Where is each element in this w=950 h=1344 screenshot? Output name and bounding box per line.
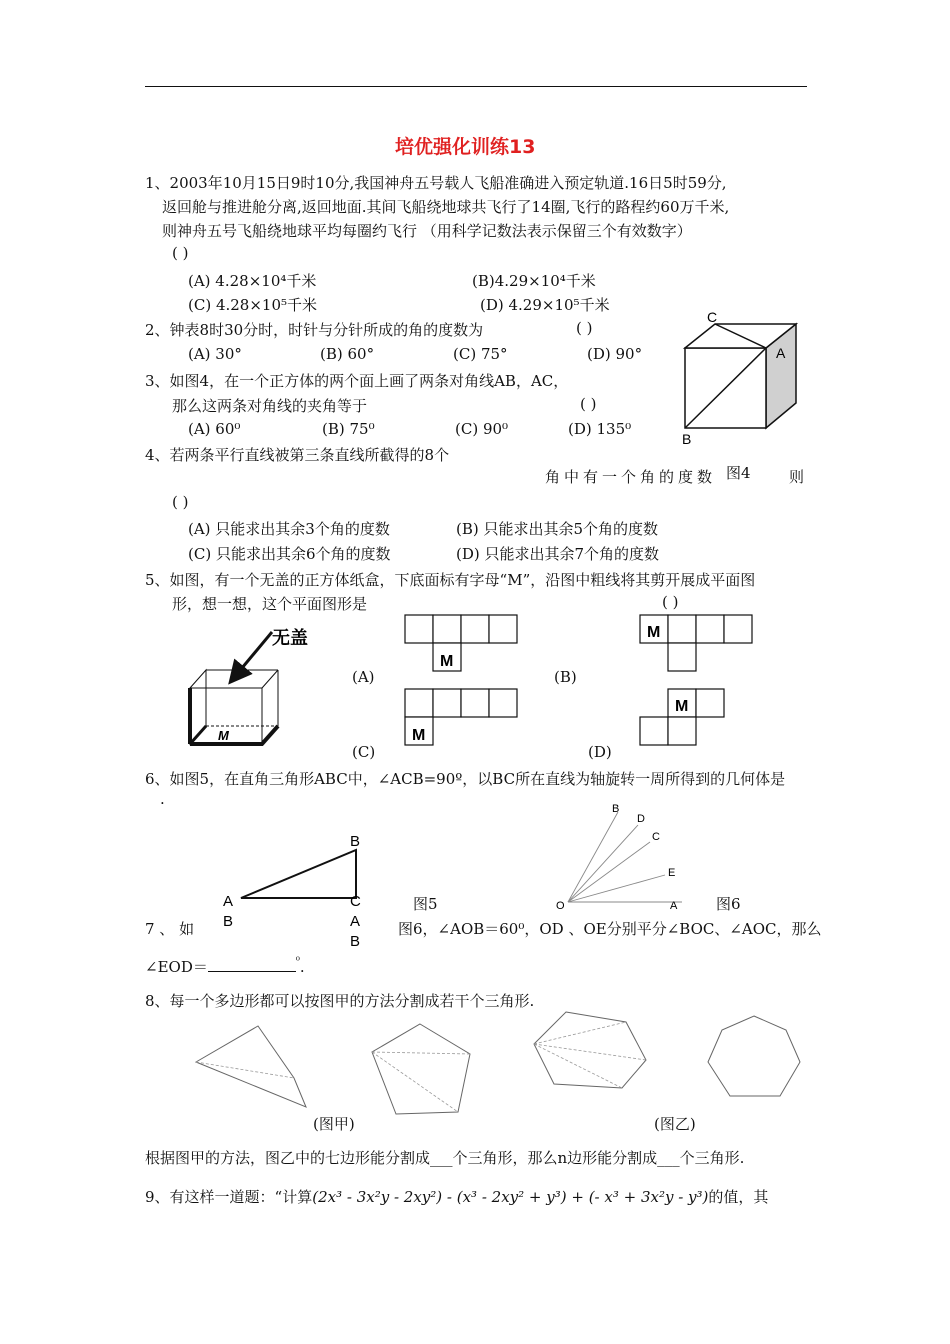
fig5-stray-a: A [350,913,361,930]
net-d-letter: M [675,698,689,715]
q1-line3: 则神舟五号飞船绕地球平均每圈约飞行 （用科学记数法表示保留三个有效数字） [162,222,692,240]
net-option-b [639,614,755,674]
q4-option-d: (D) 只能求出其余7个角的度数 [456,545,660,563]
fig6-label-a: A [670,900,678,912]
fig5-label-a: A [223,893,234,910]
figure-yi-heptagon [704,1012,804,1104]
fig5-label-b: B [350,833,361,850]
q4-option-c: (C) 只能求出其余6个角的度数 [188,545,391,563]
q5-line1: 5、如图，有一个无盖的正方体纸盒，下底面标有字母“M”，沿图中粗线将其剪开展成平面图 [145,571,756,589]
q3-option-c: (C) 90⁰ [455,420,509,438]
caption-yi: (图乙) [654,1115,696,1133]
q9-start: 9、有这样一道题：“计算 [145,1188,313,1206]
fig6-label-o: O [556,900,565,912]
q2-option-d: (D) 90° [587,345,643,363]
q7-answer-blank[interactable] [208,957,296,972]
q3-option-b: (B) 75⁰ [322,420,375,438]
q3-line2: 那么这两条对角线的夹角等于 [172,397,368,415]
fig4-label-b: B [682,431,692,447]
q2-stem: 2、钟表8时30分时，时针与分针所成的角的度数为 [145,321,484,339]
q4-line1: 4、若两条平行直线被第三条直线所截得的8个 [145,446,450,464]
q1-line1: 1、2003年10月15日9时10分,我国神舟五号载人飞船准确进入预定轨道.16日5时59分, [145,174,727,192]
figure-jia-quadrilateral [190,1022,320,1112]
fig6-label-c: C [652,831,660,843]
q5-paren: ( ) [662,593,679,611]
q3-line1: 3、如图4，在一个正方体的两个面上画了两条对角线AB，AC， [145,372,569,390]
q6-line2: . [160,790,165,808]
open-box-figure [180,618,340,753]
q5-option-b-label: (B) [554,668,577,686]
fig6-label-d: D [637,813,645,825]
q2-option-b: (B) 60° [320,345,375,363]
q9-end: 的值，其 [708,1188,769,1206]
fig5-label-c: C [350,893,361,910]
q3-option-d: (D) 135⁰ [568,420,632,438]
q1-option-c: (C) 4.28×10⁵千米 [188,296,318,314]
q1-option-a: (A) 4.28×10⁴千米 [188,272,317,290]
q5-option-a-label: (A) [352,668,375,686]
box-label: 无盖 [272,628,308,648]
fig6-label-e: E [668,867,676,879]
fig6-caption: 图6 [716,895,741,913]
q3-option-a: (A) 60⁰ [188,420,241,438]
q5-option-c-label: (C) [352,743,376,761]
net-a-letter: M [440,653,454,670]
figure6-rays [552,800,712,912]
caption-jia: (图甲) [313,1115,355,1133]
net-option-c [404,688,520,748]
net-option-a [404,614,520,674]
top-rule [145,86,807,87]
q5-option-d-label: (D) [588,743,612,761]
q4-line2: 角中有一个角的度数 [545,468,717,486]
q7-rest: 图6，∠AOB＝60⁰，OD 、OE分别平分∠BOC、∠AOC，那么 [398,920,822,938]
figure4-cube [670,308,810,448]
figure-jia-pentagon [368,1022,480,1122]
q1-option-d: (D) 4.29×10⁵千米 [480,296,610,314]
net-c-letter: M [412,727,426,744]
q2-option-a: (A) 30° [188,345,242,363]
fig5-stray-b1: B [223,913,234,930]
fig5-caption: 图5 [413,895,438,913]
q6-line1: 6、如图5，在直角三角形ABC中，∠ACB=90º，以BC所在直线为轴旋转一周所得到的几何体是 [145,770,786,788]
net-b-letter: M [647,624,661,641]
q2-option-c: (C) 75° [453,345,508,363]
q4-line2-end: 则 [789,468,805,486]
q3-paren: ( ) [580,395,597,413]
page-title: 培优强化训练13 [395,136,536,158]
q9-line [145,1186,768,1207]
q5-line2: 形，想一想，这个平面图形是 [172,595,368,613]
fig4-label-c: C [707,309,718,325]
q7-line2 [145,956,305,977]
q1-line2: 返回舱与推进舱分离,返回地面.其间飞船绕地球共飞行了14圈,飞行的路程约60万千米, [162,198,730,216]
fig4-label-a: A [776,345,786,361]
q7-start: 7 、 如 [145,920,195,938]
figure5-triangle [215,830,375,950]
figure-jia-hexagon [530,1010,650,1092]
q4-option-b: (B) 只能求出其余5个角的度数 [456,520,659,538]
q2-paren: ( ) [576,319,593,337]
q4-option-a: (A) 只能求出其余3个角的度数 [188,520,390,538]
q9-expression: (2x³ - 3x²y - 2xy²) - (x³ - 2xy² + y³) + (- x³ + 3x²y - y³) [312,1188,709,1206]
q7-end: . [299,958,305,976]
q7-line2-text: ∠EOD＝ [145,958,208,976]
fig4-caption: 图4 [726,464,751,482]
box-letter: M [218,728,229,743]
q4-paren: ( ) [172,493,189,511]
q7-degree: ⁰ [295,956,300,967]
net-option-d [639,688,755,748]
q8-answer-line: 根据图甲的方法，图乙中的七边形能分割成___个三角形，那么n边形能分割成___个三角形. [145,1149,745,1167]
q8-stem: 8、每一个多边形都可以按图甲的方法分割成若干个三角形. [145,992,535,1010]
fig5-stray-b2: B [350,933,361,950]
q1-paren: ( ) [172,244,189,262]
fig6-label-b: B [612,803,620,815]
q1-option-b: (B)4.29×10⁴千米 [472,272,596,290]
